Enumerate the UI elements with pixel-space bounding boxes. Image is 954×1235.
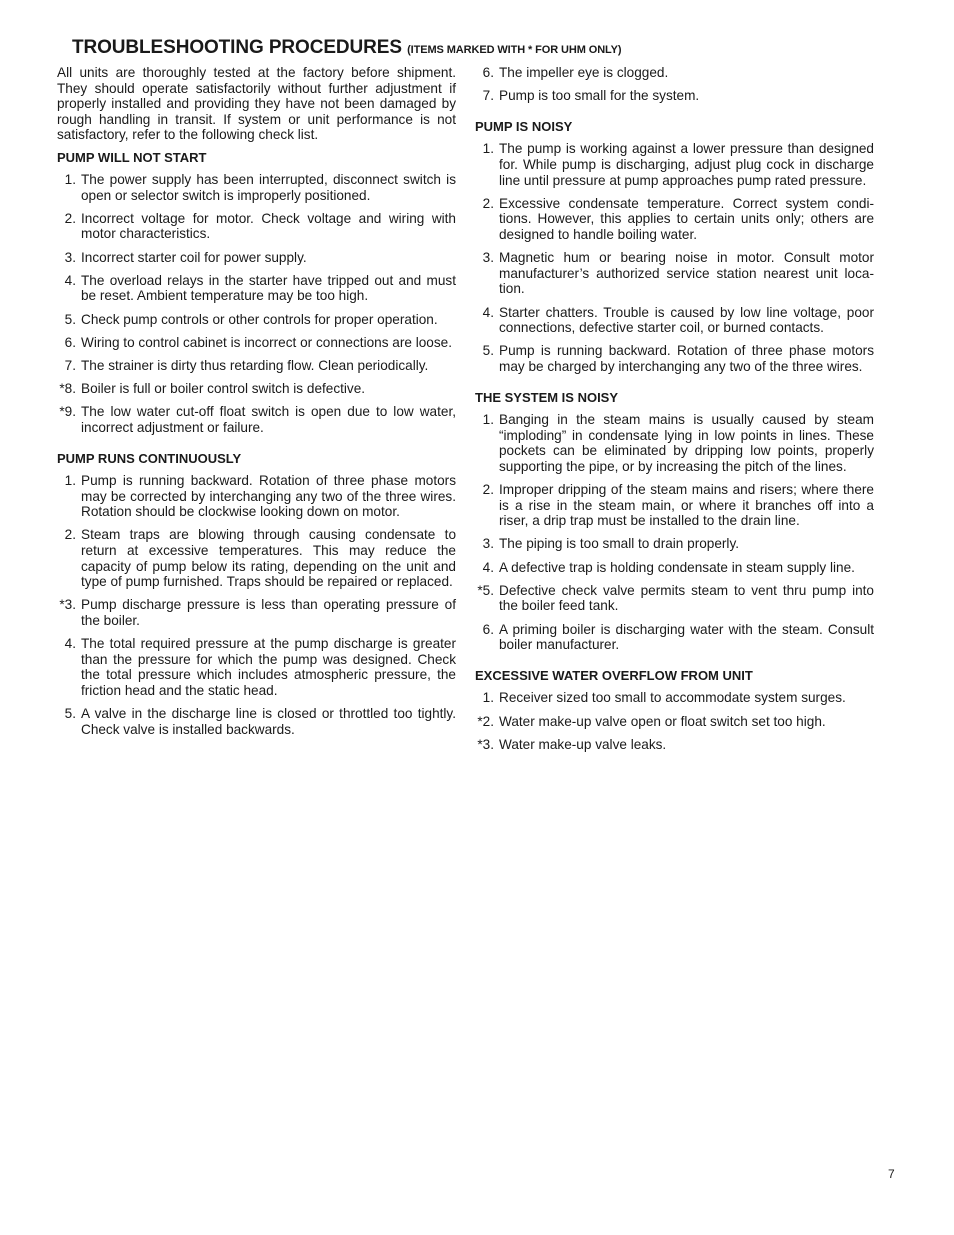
list-item bbox=[475, 560, 874, 576]
list-item bbox=[57, 172, 456, 203]
item-text: A priming boiler is discharging water with the steam. Consult boiler manufacturer. bbox=[499, 621, 874, 653]
section-heading: PUMP IS NOISY bbox=[475, 119, 573, 135]
item-text: Receiver sized too small to accommodate system surges. bbox=[499, 690, 846, 706]
item-text: Pump is running backward. Rotation of three phase motors may be charged by interchanging any two of the three wires. bbox=[499, 343, 874, 374]
page-number: 7 bbox=[888, 1167, 895, 1181]
list-item bbox=[57, 404, 456, 435]
item-text: Water make-up valve open or float switch set too high. bbox=[499, 713, 826, 729]
list-item bbox=[57, 597, 456, 628]
list-item bbox=[57, 636, 456, 698]
list-item bbox=[57, 335, 456, 351]
list-item bbox=[57, 273, 456, 304]
list-item bbox=[57, 473, 456, 520]
item-number: 2. bbox=[64, 527, 76, 543]
item-number: 1. bbox=[64, 171, 76, 187]
list-item bbox=[475, 714, 874, 730]
item-text: Wiring to control cabinet is incorrect or connections are loose. bbox=[81, 334, 452, 350]
right-column bbox=[475, 65, 874, 760]
list-item bbox=[475, 65, 874, 81]
item-text: The overload relays in the starter have tripped out and must be reset. Ambient temperature may be too high. bbox=[81, 272, 456, 304]
item-number: 3. bbox=[64, 249, 76, 265]
item-text: The piping is too small to drain properly. bbox=[499, 536, 740, 552]
item-text: A valve in the discharge line is closed or throttled too tightly. Check valve is installed backwards. bbox=[81, 706, 456, 737]
item-number: *8. bbox=[59, 381, 76, 397]
list-item bbox=[475, 536, 874, 552]
list-item bbox=[475, 305, 874, 336]
item-number: 3. bbox=[482, 536, 494, 552]
item-text: A defective trap is holding condensate in steam supply line. bbox=[499, 559, 855, 575]
list-item bbox=[57, 358, 456, 374]
list-item bbox=[57, 211, 456, 242]
item-number: 1. bbox=[482, 690, 494, 706]
list-item bbox=[475, 690, 874, 706]
item-text: Improper dripping of the steam mains and risers; where there is a rise in the steam main, or where it branches off into a riser, a drip trap must be installed to the drain line. bbox=[499, 482, 874, 529]
item-number: 2. bbox=[64, 210, 76, 226]
item-number: 4. bbox=[64, 272, 76, 288]
item-text: Magnetic hum or bearing noise in motor. Consult motor manufacturer’s authorized service station nearest unit loca-tion. bbox=[499, 250, 874, 297]
list-item bbox=[475, 343, 874, 374]
item-number: 2. bbox=[482, 195, 494, 211]
item-text: Boiler is full or boiler control switch is defective. bbox=[81, 381, 366, 397]
list-item bbox=[475, 250, 874, 297]
item-number: *3. bbox=[59, 597, 76, 613]
section-heading: PUMP WILL NOT START bbox=[57, 149, 207, 165]
list-item bbox=[57, 250, 456, 266]
item-text: Banging in the steam mains is usually caused by steam “imploding” in condensate lying in low points in lines. These pockets can be eliminated by dripping low points, properly supporting the pipe, or by increasing the pitch of the lines. bbox=[499, 412, 874, 474]
item-number: *5. bbox=[477, 582, 494, 598]
right-sections bbox=[475, 65, 874, 752]
list-item bbox=[57, 381, 456, 397]
page-title bbox=[72, 37, 621, 59]
item-number: 4. bbox=[482, 559, 494, 575]
left-column bbox=[57, 65, 456, 745]
section-spacer bbox=[475, 111, 874, 119]
section-heading: THE SYSTEM IS NOISY bbox=[475, 390, 619, 406]
item-number: 5. bbox=[64, 706, 76, 722]
section-pump-runs-continuously bbox=[57, 451, 456, 737]
list-item bbox=[475, 737, 874, 753]
item-text: Pump is too small for the system. bbox=[499, 88, 700, 104]
item-number: 6. bbox=[482, 621, 494, 637]
item-number: 4. bbox=[64, 636, 76, 652]
section-the-system-is-noisy bbox=[475, 390, 874, 653]
item-text: The strainer is dirty thus retarding flow. Clean periodically. bbox=[81, 357, 429, 373]
page-title-note: (ITEMS MARKED WITH * FOR UHM ONLY) bbox=[407, 44, 622, 56]
list-item bbox=[57, 312, 456, 328]
list-item bbox=[57, 706, 456, 737]
section-pump-is-noisy bbox=[475, 119, 874, 374]
intro-paragraph: All units are thoroughly tested at the factory before shipment. They should operate satisfactorily without further adjustment if properly installed and providing they have not been damaged by rough handling in transit. If system or unit performance is not satisfactory, refer to the following check list. bbox=[57, 65, 456, 143]
item-text: Pump is running backward. Rotation of three phase motors may be corrected by interchanging any two of the three wires. Rotation should be clockwise looking down on motor. bbox=[81, 473, 456, 520]
section-pump-will-not-start bbox=[57, 150, 456, 435]
section-heading: PUMP RUNS CONTINUOUSLY bbox=[57, 451, 242, 467]
item-text: Pump discharge pressure is less than operating pressure of the boiler. bbox=[81, 597, 456, 628]
item-text: Incorrect voltage for motor. Check voltage and wiring with motor characteristics. bbox=[81, 210, 456, 242]
section-continued bbox=[475, 65, 874, 104]
list-item bbox=[475, 141, 874, 188]
list-item bbox=[475, 412, 874, 474]
item-text: Check pump controls or other controls for proper operation. bbox=[81, 311, 438, 327]
item-number: 4. bbox=[482, 304, 494, 320]
item-number: *9. bbox=[59, 404, 76, 420]
list-item bbox=[475, 583, 874, 614]
item-number: 7. bbox=[482, 88, 494, 104]
list-item bbox=[475, 482, 874, 529]
item-number: *3. bbox=[477, 736, 494, 752]
list-item bbox=[475, 196, 874, 243]
item-number: 5. bbox=[482, 343, 494, 359]
item-number: 1. bbox=[482, 141, 494, 157]
item-number: 5. bbox=[64, 311, 76, 327]
item-number: *2. bbox=[477, 713, 494, 729]
item-text: The impeller eye is clogged. bbox=[499, 65, 669, 80]
list-item bbox=[475, 88, 874, 104]
item-text: Steam traps are blowing through causing condensate to return at excessive temperatures. This may reduce the capacity of pump below its rating, depending on the unit and type of pump furnished. Traps should be repaired or replaced. bbox=[81, 527, 456, 590]
list-item bbox=[475, 622, 874, 653]
item-text: Starter chatters. Trouble is caused by low line voltage, poor connections, defective starter coil, or burned contacts. bbox=[499, 304, 874, 336]
item-text: Excessive condensate temperature. Correct system condi-tions. However, this applies to certain units only; others are designed to handle boiling water. bbox=[499, 195, 874, 242]
section-heading: EXCESSIVE WATER OVERFLOW FROM UNIT bbox=[475, 668, 753, 684]
section-spacer bbox=[475, 660, 874, 668]
left-sections bbox=[57, 150, 456, 737]
section-excessive-water-overflow-from-unit bbox=[475, 668, 874, 752]
section-spacer bbox=[475, 382, 874, 390]
list-item bbox=[57, 527, 456, 589]
item-text: Incorrect starter coil for power supply. bbox=[81, 249, 307, 265]
item-number: 1. bbox=[64, 473, 76, 489]
item-number: 2. bbox=[482, 482, 494, 498]
item-text: The power supply has been interrupted, disconnect switch is open or selector switch is improperly positioned. bbox=[81, 171, 456, 203]
item-number: 6. bbox=[64, 334, 76, 350]
page-title-text: TROUBLESHOOTING PROCEDURES bbox=[72, 37, 402, 58]
item-number: 6. bbox=[482, 65, 494, 80]
item-number: 1. bbox=[482, 412, 494, 428]
item-text: The total required pressure at the pump discharge is greater than the pressure for which the pump was designed. Check the total pressure which includes atmospheric pressure, the friction head and the static head. bbox=[81, 636, 456, 698]
section-spacer bbox=[57, 443, 456, 451]
item-text: Water make-up valve leaks. bbox=[499, 736, 667, 752]
item-text: Defective check valve permits steam to vent thru pump into the boiler feed tank. bbox=[499, 582, 874, 614]
item-number: 7. bbox=[64, 357, 76, 373]
item-number: 3. bbox=[482, 250, 494, 266]
item-text: The pump is working against a lower pressure than designed for. While pump is discharging, adjust plug cock in discharge line until pressure at pump approaches pump rated pressure. bbox=[499, 141, 874, 188]
item-text: The low water cut-off float switch is open due to low water, incorrect adjustment or failure. bbox=[81, 404, 456, 435]
